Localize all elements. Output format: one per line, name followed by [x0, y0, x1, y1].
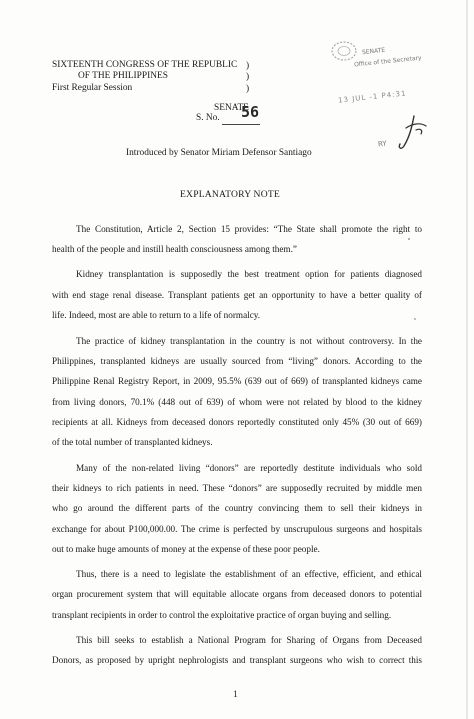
para2-line2: with end stage renal disease. Transplant patients get an opportunity to have a better quality of	[52, 290, 422, 300]
para4-line5: out to make huge amounts of money at the expense of these poor people.	[52, 544, 320, 554]
scan-edge	[466, 0, 468, 719]
bill-number-underline	[222, 124, 260, 125]
congress-line: SIXTEENTH CONGRESS OF THE REPUBLIC	[52, 60, 238, 70]
paren-3: )	[246, 84, 250, 94]
philippines-line: OF THE PHILIPPINES	[78, 71, 168, 81]
page-number: 1	[233, 690, 238, 700]
senate-seal-icon	[330, 40, 360, 62]
para3-line2: Philippines, transplanted kidneys are usually sourced from “living” donors. According to the	[52, 356, 422, 366]
para5-line3: transplant recipients in order to control the exploitative practice of organ buying and selling.	[52, 610, 392, 620]
para6-line1: This bill seeks to establish a National Program for Sharing of Organs from Deceased	[76, 635, 422, 645]
para6-line2: Donors, as proposed by upright nephrologists and transplant surgeons who wish to correct this	[52, 655, 422, 665]
para2-line3: life. Indeed, most are able to return to a life of normalcy.	[52, 310, 261, 320]
para2-line1: Kidney transplantation is supposedly the best treatment option for patients diagnosed	[76, 269, 422, 279]
stamp-date: 13 JUL -1 P4:31	[337, 89, 407, 105]
signature-icon	[392, 112, 432, 152]
para3-line1: The practice of kidney transplantation in the country is not without controversy. In the	[76, 336, 422, 346]
scan-speck	[408, 238, 410, 240]
session-line: First Regular Session	[52, 83, 133, 93]
bill-no-label: S. No.	[196, 113, 220, 123]
para1-line1: The Constitution, Article 2, Section 15 provides: “The State shall promote the right to	[76, 224, 422, 234]
scan-speck	[414, 318, 416, 320]
introduced-by: Introduced by Senator Miriam Defensor Santiago	[126, 148, 312, 158]
para3-line5: recipients at all. Kidneys from deceased donors reportedly constituted only 45% (30 out of 669)	[52, 417, 422, 427]
para3-line4: from living donors, 70.1% (448 out of 639) of whom were not related by blood to the kidney	[52, 397, 422, 407]
para3-line6: of the total number of transplanted kidneys.	[52, 437, 213, 447]
para5-line2: organ procurement system that will equitable allocate organs from deceased donors to potential	[52, 589, 422, 599]
senate-label: SENATE	[214, 103, 249, 113]
stamp-received-by: RY	[377, 139, 388, 149]
para1-line2: health of the people and instill health consciousness among them.”	[52, 244, 297, 254]
stamp-top-text: SENATE	[361, 46, 386, 57]
para4-line2: their kidneys to rich patients in need. These “donors” are supposedly recruited by middle men	[52, 483, 422, 493]
para4-line1: Many of the non-related living “donors” are reportedly destitute individuals who sold	[76, 463, 422, 473]
explanatory-note-title: EXPLANATORY NOTE	[180, 189, 280, 200]
para4-line4: exchange for about P100,000.00. The crime is perfected by unscrupulous surgeons and hospitals	[52, 524, 422, 534]
para4-line3: who go around the different parts of the country convincing them to sell their kidneys in	[52, 503, 422, 513]
paren-1: )	[246, 61, 250, 71]
para3-line3: Philippine Renal Registry Report, in 2009, 95.5% (639 out of 669) of transplanted kidneys came	[52, 376, 422, 386]
paren-2: )	[246, 72, 250, 82]
para5-line1: Thus, there is a need to legislate the establishment of an effective, efficient, and ethical	[76, 569, 422, 579]
bill-number: 56	[241, 103, 260, 121]
stamp-sub-text: Office of the Secretary	[353, 54, 422, 69]
